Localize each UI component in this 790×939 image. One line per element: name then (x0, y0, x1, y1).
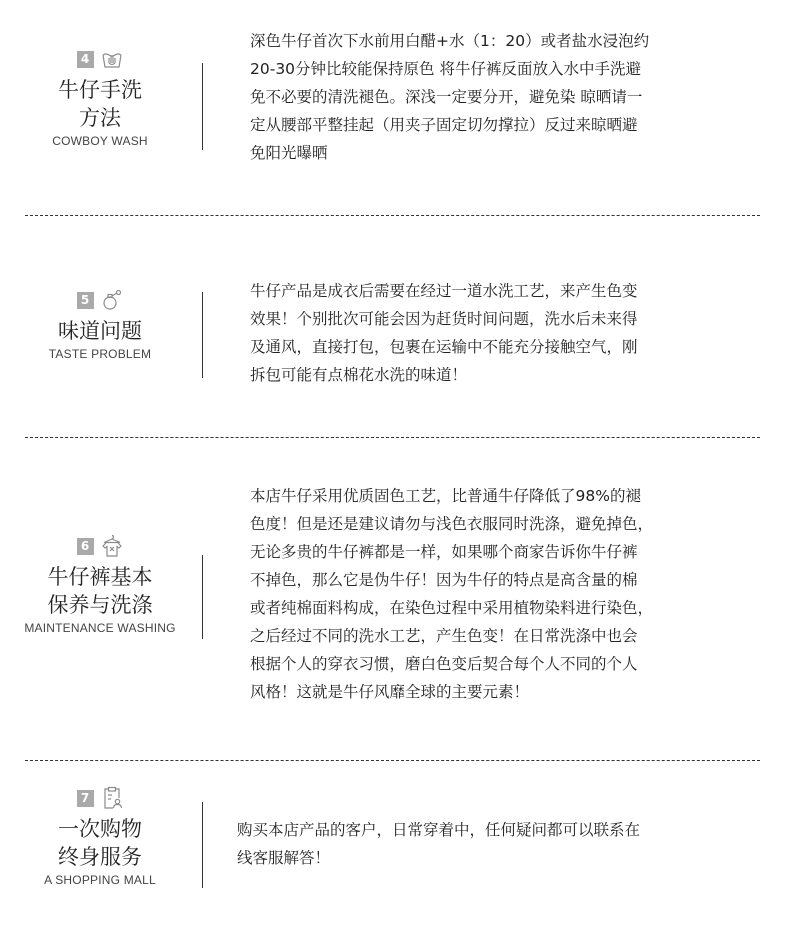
title-line: 终身服务 (58, 845, 142, 869)
section-subtitle: MAINTENANCE WASHING (24, 621, 176, 635)
body-line: 色度！但是还是建议请勿与浅色衣服同时洗涤，避免掉色， (250, 515, 654, 533)
section-subtitle: TASTE PROBLEM (48, 347, 152, 361)
body-line: 或者纯棉面料构成，在染色过程中采用植物染料进行染色， (250, 599, 654, 617)
section-title (0, 815, 200, 871)
body-line: 之后经过不同的洗水工艺，产生色变！在日常洗涤中也会 (250, 627, 638, 645)
vertical-divider (202, 63, 203, 150)
section-heading (0, 46, 200, 148)
title-line: 方法 (79, 106, 121, 130)
body-line: 深色牛仔首次下水前用白醋+水（1：20）或者盐水浸泡约 (250, 32, 650, 50)
title-line: 牛仔手洗 (58, 78, 142, 102)
clipboard-user-icon (100, 786, 124, 810)
section-icon-row (0, 533, 200, 559)
body-line: 本店牛仔采用优质固色工艺，比普通牛仔降低了98%的褪 (250, 487, 641, 505)
dashed-divider (25, 215, 760, 216)
body-line: 风格！这就是牛仔风靡全球的主要元素！ (250, 683, 530, 701)
section-heading (0, 785, 200, 887)
perfume-bottle-icon (100, 288, 124, 312)
vertical-divider (202, 555, 203, 639)
shirt-hanger-icon (100, 534, 124, 558)
body-line: 及通风，直接打包，包裹在运输中不能充分接触空气，刚 (250, 338, 638, 356)
section-icon-row (0, 287, 200, 313)
body-line: 牛仔产品是成衣后需要在经过一道水洗工艺，来产生色变 (250, 282, 638, 300)
section-heading (0, 533, 200, 635)
body-line: 定从腰部平整挂起（用夹子固定切勿撑拉）反过来晾晒避 (250, 116, 638, 134)
body-line: 购买本店产品的客户，日常穿着中，任何疑问都可以联系在 (237, 821, 641, 839)
section-body (237, 816, 702, 872)
section-heading (0, 287, 200, 361)
section-title (0, 76, 200, 132)
body-line: 线客服解答！ (237, 849, 331, 867)
section-icon-row (0, 46, 200, 72)
body-line: 无论多贵的牛仔裤都是一样，如果哪个商家告诉你牛仔裤 (250, 543, 638, 561)
section-number-badge: 5 (77, 292, 94, 309)
section-title (0, 563, 200, 619)
section-body (250, 27, 715, 167)
title-line: 保养与洗涤 (47, 593, 153, 617)
section-icon-row (0, 785, 200, 811)
section-number-badge: 7 (77, 790, 94, 807)
body-line: 不掉色，那么它是伪牛仔！因为牛仔的特点是高含量的棉 (250, 571, 638, 589)
section-subtitle: A SHOPPING MALL (44, 873, 156, 887)
section-subtitle: COWBOY WASH (52, 134, 148, 148)
body-line: 20-30分钟比较能保持原色 将牛仔裤反面放入水中手洗避 (250, 60, 641, 78)
title-line: 味道问题 (58, 319, 142, 343)
vertical-divider (202, 802, 203, 888)
section-number-badge: 4 (77, 51, 94, 68)
section-body (250, 482, 715, 706)
section-title (0, 317, 200, 345)
title-line: 一次购物 (58, 817, 142, 841)
hand-wash-icon (100, 47, 124, 71)
body-line: 免不必要的清洗褪色。深浅一定要分开，避免染 晾晒请一 (250, 88, 643, 106)
vertical-divider (202, 292, 203, 378)
body-line: 根据个人的穿衣习惯，磨白色变后契合每个人不同的个人 (250, 655, 638, 673)
title-line: 牛仔裤基本 (47, 565, 153, 589)
section-number-badge: 6 (77, 538, 94, 555)
body-line: 免阳光曝晒 (250, 144, 328, 162)
body-line: 效果！个别批次可能会因为赶货时间问题，洗水后未来得 (250, 310, 638, 328)
body-line: 拆包可能有点棉花水洗的味道！ (250, 366, 468, 384)
dashed-divider (25, 760, 760, 761)
section-body (250, 277, 715, 389)
dashed-divider (25, 437, 760, 438)
